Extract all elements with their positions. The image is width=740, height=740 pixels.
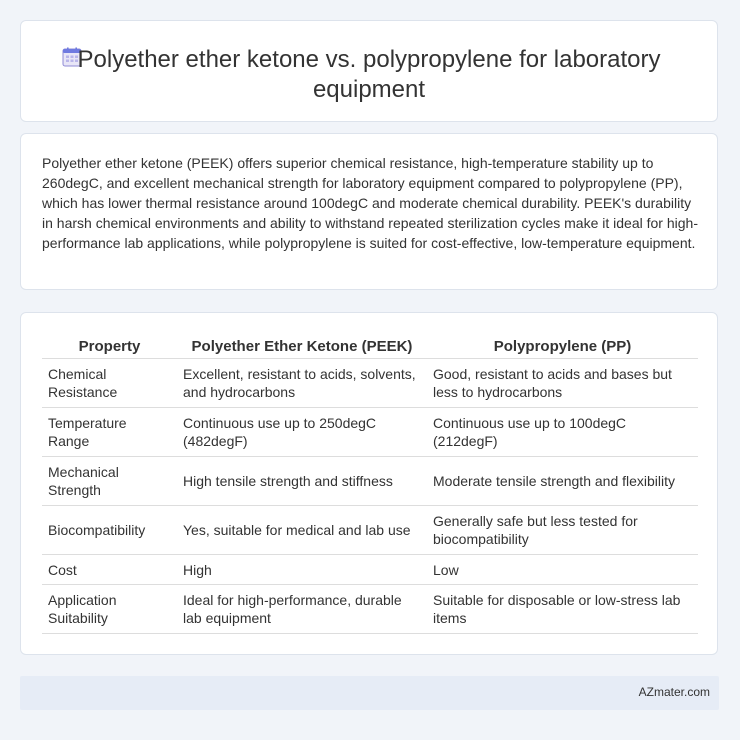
column-header: Property (42, 333, 177, 359)
column-header: Polypropylene (PP) (427, 333, 698, 359)
table-cell: Chemical Resistance (42, 359, 177, 408)
table-row (42, 585, 698, 634)
table-cell: Yes, suitable for medical and lab use (177, 506, 427, 555)
page-title: Polyether ether ketone vs. polypropylene for laboratory equipment (77, 46, 661, 103)
comparison-table (42, 333, 698, 634)
table-cell: Application Suitability (42, 585, 177, 634)
table-row (42, 555, 698, 585)
comparison-card (20, 312, 718, 655)
table-cell: Continuous use up to 250degC (482degF) (177, 408, 427, 457)
table-row (42, 457, 698, 506)
intro-card (20, 133, 718, 290)
footer-brand: AZmater.com (638, 685, 710, 699)
table-cell: Ideal for high-performance, durable lab equipment (177, 585, 427, 634)
column-header: Polyether Ether Ketone (PEEK) (177, 333, 427, 359)
table-cell: High (177, 555, 427, 585)
table-cell: Cost (42, 555, 177, 585)
table-cell: Moderate tensile strength and flexibility (427, 457, 698, 506)
footer-bar (20, 676, 719, 710)
table-cell: Temperature Range (42, 408, 177, 457)
table-cell: Generally safe but less tested for biocompatibility (427, 506, 698, 555)
table-row (42, 506, 698, 555)
table-cell: Good, resistant to acids and bases but less to hydrocarbons (427, 359, 698, 408)
table-header-row (42, 333, 698, 359)
intro-paragraph: Polyether ether ketone (PEEK) offers superior chemical resistance, high-temperature stability up to 260degC, and excellent mechanical strength for laboratory equipment compared to polypropylene (PP), which has lower thermal resistance around 100degC and moderate chemical durability. PEEK's durability in harsh chemical environments and ability to withstand repeated sterilization cycles make it ideal for high-performance lab applications, while polypropylene is suited for cost-effective, low-temperature equipment. (42, 155, 698, 251)
table-cell: Mechanical Strength (42, 457, 177, 506)
table-cell: Low (427, 555, 698, 585)
table-cell: Excellent, resistant to acids, solvents, and hydrocarbons (177, 359, 427, 408)
table-cell: High tensile strength and stiffness (177, 457, 427, 506)
table-cell: Biocompatibility (42, 506, 177, 555)
table-cell: Suitable for disposable or low-stress lab items (427, 585, 698, 634)
table-row (42, 359, 698, 408)
title-card (20, 20, 718, 122)
table-row (42, 408, 698, 457)
table-cell: Continuous use up to 100degC (212degF) (427, 408, 698, 457)
